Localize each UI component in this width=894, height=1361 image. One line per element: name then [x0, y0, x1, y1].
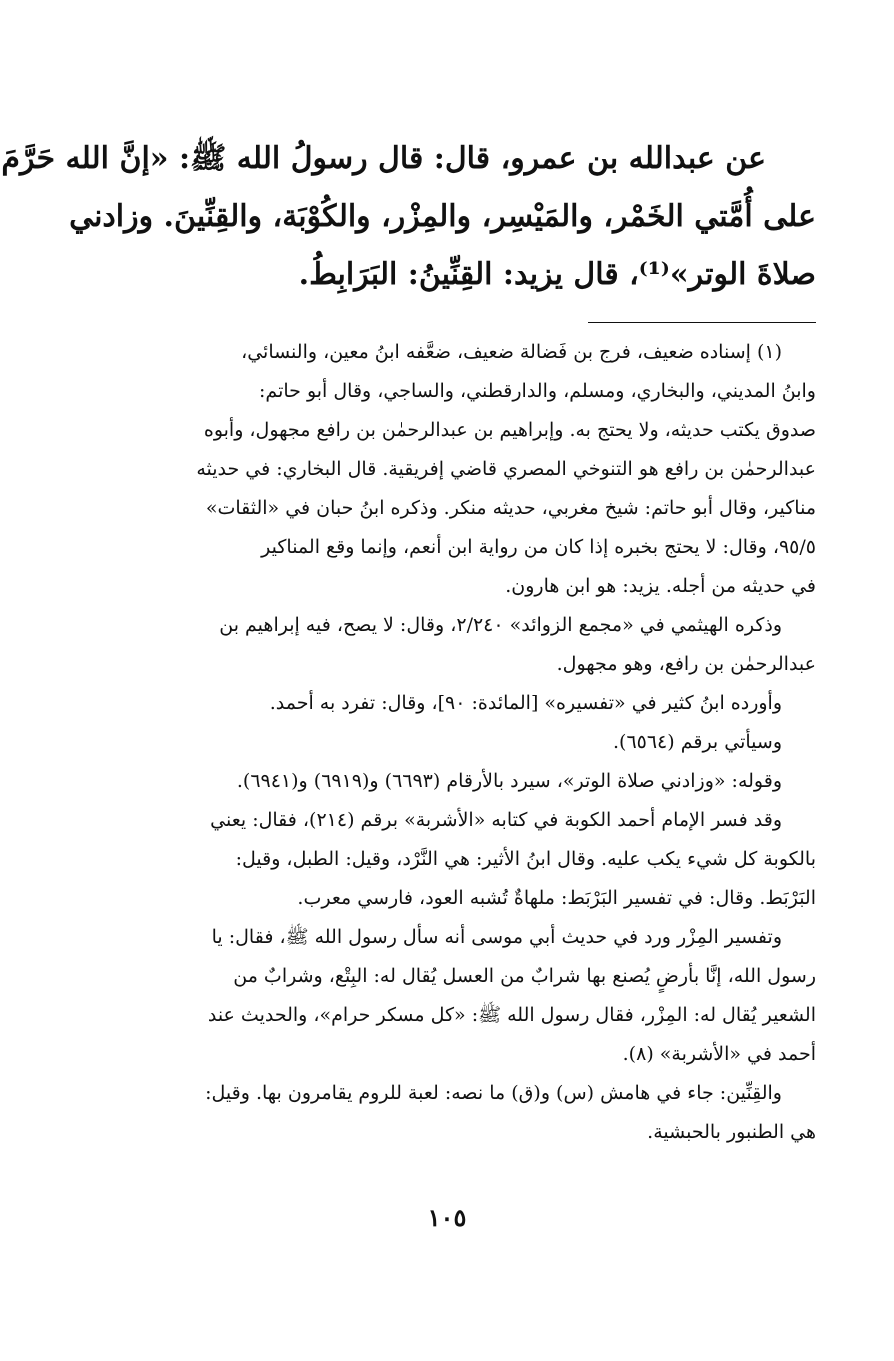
footnote-line: والقِنِّين: جاء في هامش (س) و(ق) ما نصه: لعبة للروم يقامرون بها. وقيل: [205, 1082, 782, 1104]
footnote-line: (١) إسناده ضعيف، فرج بن فَضالة ضعيف، ضعَّفه ابنُ معين، والنسائي، [241, 341, 782, 363]
footnote-paragraph [88, 606, 816, 684]
page-content [1, 130, 816, 1152]
footnote-line: هي الطنبور بالحبشية. [647, 1121, 816, 1143]
footnote-line: أحمد في «الأشربة» (٨). [622, 1043, 816, 1065]
footnote-line: وأورده ابنُ كثير في «تفسيره» [المائدة: ٩٠]، وقال: تفرد به أحمد. [269, 692, 782, 714]
footnotes [88, 333, 816, 1152]
footnote-paragraph [88, 801, 816, 918]
footnote-line: وقد فسر الإمام أحمد الكوبة في كتابه «الأشربة» برقم (٢١٤)، فقال: يعني [210, 809, 782, 831]
footnote-paragraph [88, 762, 816, 801]
footnote-paragraph [88, 918, 816, 1074]
hadith-text [1, 130, 816, 304]
footnote-paragraph [88, 333, 816, 606]
hadith-line: على أُمَّتي الخَمْر، والمَيْسِر، والمِزْر، والكُوْبَة، والقِنِّينَ. وزادني [69, 199, 816, 234]
footnote-separator [588, 322, 816, 323]
footnote-line: وسيأتي برقم (٦٥٦٤). [612, 731, 782, 753]
footnote-line: البَرْبَط. وقال: في تفسير البَرْبَط: ملهاةٌ تُشبه العود، فارسي معرب. [297, 887, 816, 909]
hadith-line: عن عبدالله بن عمرو، قال: قال رسولُ الله ﷺ: «إنَّ الله حَرَّمَ [1, 141, 766, 176]
footnote-paragraph [88, 1074, 816, 1152]
hadith-line: صلاةَ الوتر»⁽¹⁾، قال يزيد: القِنِّينُ: البَرَابِطُ. [298, 257, 816, 292]
footnote-line: صدوق يكتب حديثه، ولا يحتج به. وإبراهيم بن عبدالرحمٰن بن رافع مجهول، وأبوه [203, 419, 816, 441]
footnote-paragraph [88, 723, 816, 762]
footnote-line: بالكوبة كل شيء يكب عليه. وقال ابنُ الأثير: هي النَّرْد، وقيل: الطبل، وقيل: [235, 848, 816, 870]
footnote-line: وتفسير المِزْر ورد في حديث أبي موسى أنه سأل رسول الله ﷺ، فقال: يا [211, 926, 782, 948]
footnote-line: مناكير، وقال أبو حاتم: شيخ مغربي، حديثه منكر. وذكره ابنُ حبان في «الثقات» [205, 497, 816, 519]
footnote-line: وذكره الهيثمي في «مجمع الزوائد» ٢/٢٤٠، وقال: لا يصح، فيه إبراهيم بن [219, 614, 782, 636]
footnote-line: في حديثه من أجله. يزيد: هو ابن هارون. [505, 575, 816, 597]
footnote-line: رسول الله، إنَّا بأرضٍ يُصنع بها شرابٌ من العسل يُقال له: البِتْع، وشرابٌ من [233, 965, 816, 987]
footnote-line: وقوله: «وزادني صلاة الوتر»، سيرد بالأرقام (٦٦٩٣) و(٦٩١٩) و(٦٩٤١). [236, 770, 782, 792]
page-number: ١٠٥ [427, 1203, 467, 1232]
footnote-paragraph [88, 684, 816, 723]
footnote-line: عبدالرحمٰن بن رافع، وهو مجهول. [556, 653, 816, 675]
footnote-line: عبدالرحمٰن بن رافع هو التنوخي المصري قاضي إفريقية. قال البخاري: في حديثه [196, 458, 816, 480]
footnote-line: الشعير يُقال له: المِزْر، فقال رسول الله ﷺ: «كل مسكر حرام»، والحديث عند [207, 1004, 816, 1026]
footnote-line: وابنُ المديني، والبخاري، ومسلم، والدارقطني، والساجي، وقال أبو حاتم: [259, 380, 816, 402]
footnote-line: ٩٥/٥، وقال: لا يحتج بخبره إذا كان من رواية ابن أنعم، وإنما وقع المناكير [261, 536, 816, 558]
